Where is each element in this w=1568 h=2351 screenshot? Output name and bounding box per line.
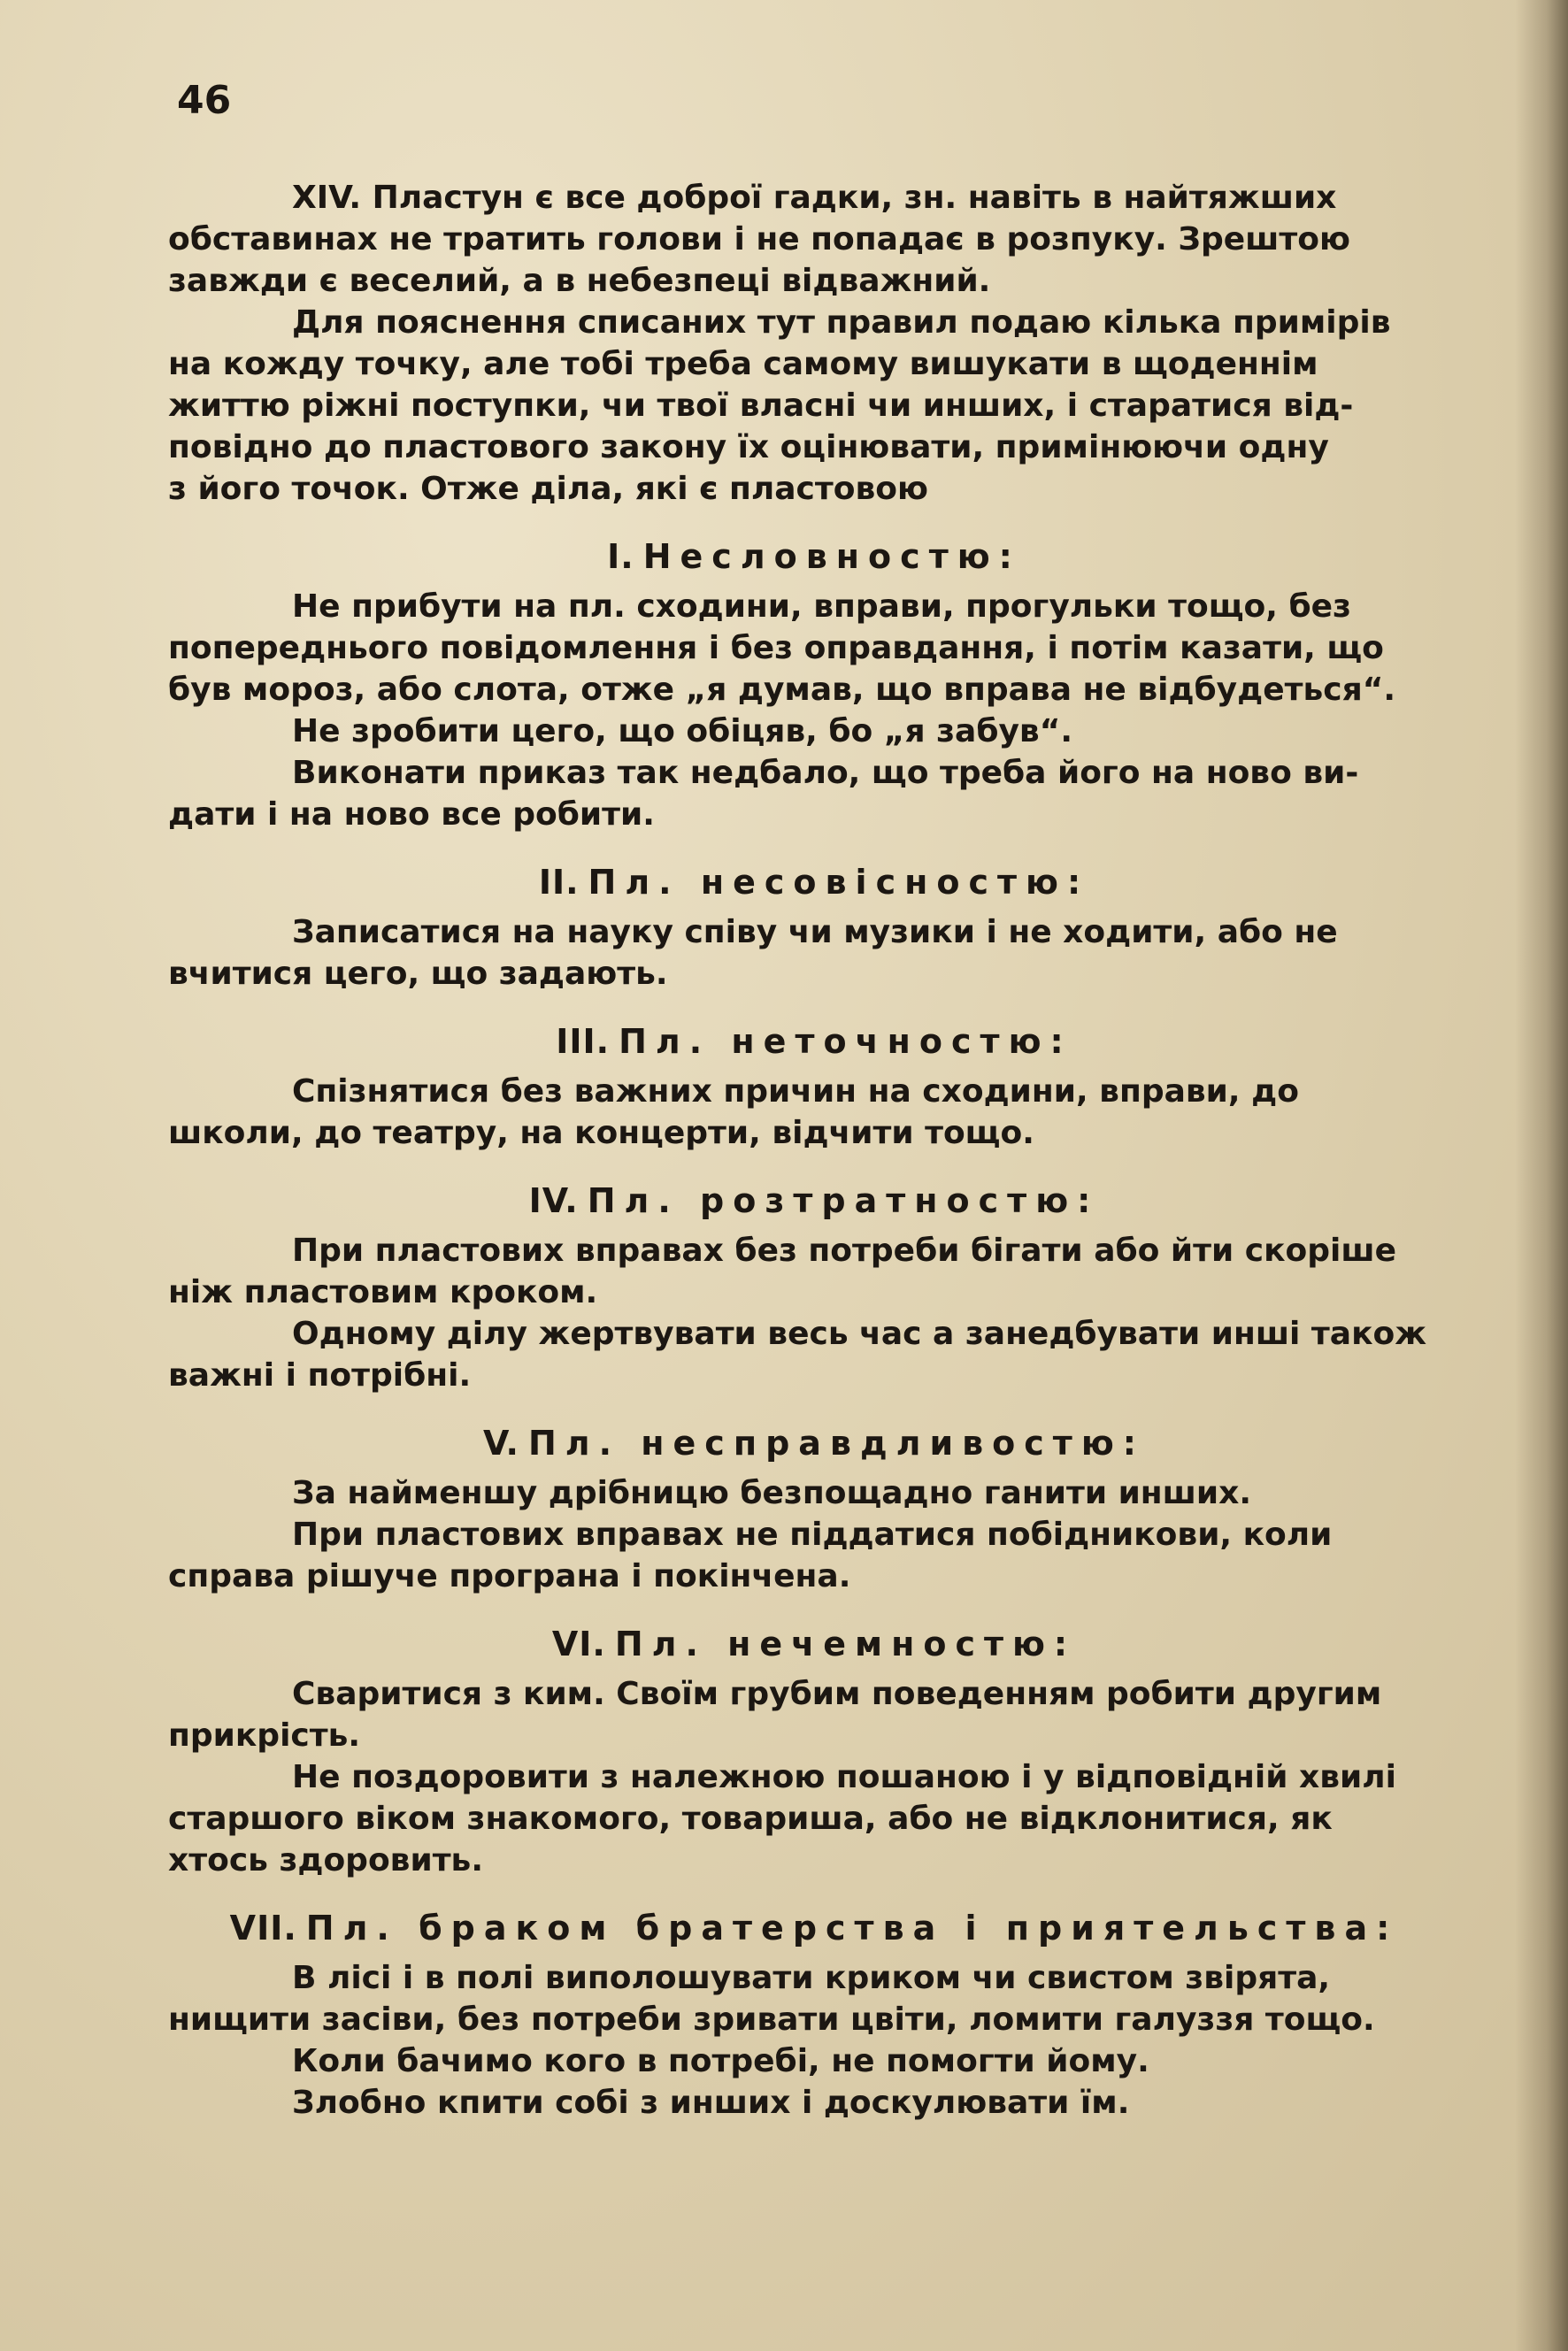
section-heading (168, 1019, 1566, 1064)
text-line: При пластових вправах без потреби бігати або йти скоріше (292, 1233, 1396, 1269)
text-line: обставинах не тратить голови і не попадає в розпуку. Зрештою (168, 221, 1350, 257)
section (168, 534, 1566, 835)
section-title: Пл. несправдливостю: (527, 1424, 1145, 1463)
section-heading (168, 1906, 1566, 1950)
text-line: Виконати приказ так недбало, що треба його на ново ви- (292, 755, 1359, 791)
text-line: нищити засіви, без потреби зривати цвіти, ломити галуззя тощо. (168, 2001, 1375, 2038)
text-line: хтось здоровить. (168, 1842, 483, 1878)
section (168, 1622, 1566, 1881)
text-line: Одному ділу жертвувати весь час а занедбувати инші також (292, 1316, 1427, 1352)
text-line: був мороз, або слота, отже „я думав, що вправа не відбудеться“. (168, 672, 1396, 708)
text-line: Не поздоровити з належною пошаною і у відповідній хвилі (292, 1759, 1396, 1795)
page-number: 46 (177, 78, 232, 123)
text-line: За найменшу дрібницю безпощадно ганити инших. (292, 1475, 1252, 1511)
section-title: Пл. розтратностю: (587, 1181, 1100, 1220)
text-line: на кожду точку, але тобі треба самому вишукати в щоденнім (168, 346, 1318, 382)
text-line: життю ріжні поступки, чи твої власні чи инших, і старатися від- (168, 388, 1354, 424)
section-title: Пл. браком братерства і приятельства: (305, 1909, 1399, 1948)
text-line: Сваритися з ким. Своїм грубим поведенням робити другим (292, 1676, 1382, 1712)
text-line: з його точок. Отже діла, які є пластовою (168, 471, 928, 507)
section-title: Несловностю: (642, 537, 1021, 576)
text-line: Записатися на науку співу чи музики і не ходити, або не (292, 914, 1338, 950)
section-title: Пл. нечемностю: (614, 1625, 1077, 1663)
section-title: Пл. несовісностю: (588, 863, 1090, 902)
text-line: Не зробити цего, що обіцяв, бо „я забув“. (292, 713, 1073, 749)
text-line: попереднього повідомлення і без оправдання, і потім казати, що (168, 630, 1384, 666)
text-line: старшого віком знакомого, товариша, або не відклонитися, як (168, 1801, 1333, 1837)
text-line: Коли бачимо кого в потребі, не помогти йому. (292, 2043, 1149, 2079)
text-line: вчитися цего, що задають. (168, 956, 668, 992)
text-line: важні і потрібні. (168, 1357, 472, 1394)
section (168, 860, 1566, 995)
section (168, 1179, 1566, 1396)
text-line: дати і на ново все робити. (168, 796, 655, 833)
section-heading (168, 860, 1566, 904)
text-line: Злобно кпити собі з инших і доскулювати їм. (292, 2085, 1130, 2121)
text-line: повідно до пластового закону їх оцінювати, примінюючи одну (168, 429, 1329, 465)
section-heading (168, 1179, 1566, 1223)
text-line: XIV. Пластун є все доброї гадки, зн. навіть в найтяжших (292, 180, 1337, 216)
intro-paragraphs (168, 177, 1566, 510)
sections (168, 534, 1566, 2124)
section (168, 1421, 1566, 1597)
section-number: VII. (229, 1909, 297, 1948)
text-line: При пластових вправах не піддатися побідникови, коли (292, 1517, 1333, 1553)
text-line: завжди є веселий, а в небезпеці відважний. (168, 263, 991, 299)
section-number: I. (607, 537, 634, 576)
section (168, 1019, 1566, 1154)
text-line: Спізнятися без важних причин на сходини, вправи, до (292, 1073, 1299, 1110)
text-line: Не прибути на пл. сходини, вправи, прогульки тощо, без (292, 588, 1351, 625)
text-line: ніж пластовим кроком. (168, 1274, 598, 1310)
text-line: школи, до театру, на концерти, відчити тощо. (168, 1115, 1034, 1151)
section-heading (168, 1622, 1566, 1666)
text-line: Для пояснення списаних тут правил подаю кілька примірів (292, 304, 1391, 341)
section-number: IV. (528, 1181, 579, 1220)
section-number: II. (538, 863, 580, 902)
section-number: III. (556, 1022, 611, 1061)
page-body (168, 177, 1566, 2124)
section-number: VI. (551, 1625, 606, 1663)
section (168, 1906, 1566, 2124)
section-number: V. (483, 1424, 519, 1463)
section-heading (168, 1421, 1566, 1465)
text-line: справа рішуче програна і покінчена. (168, 1558, 851, 1594)
section-title: Пл. неточностю: (619, 1022, 1072, 1061)
section-heading (168, 534, 1566, 579)
text-line: прикрість. (168, 1717, 361, 1754)
text-line: В лісі і в полі виполошувати криком чи свистом звірята, (292, 1960, 1331, 1996)
